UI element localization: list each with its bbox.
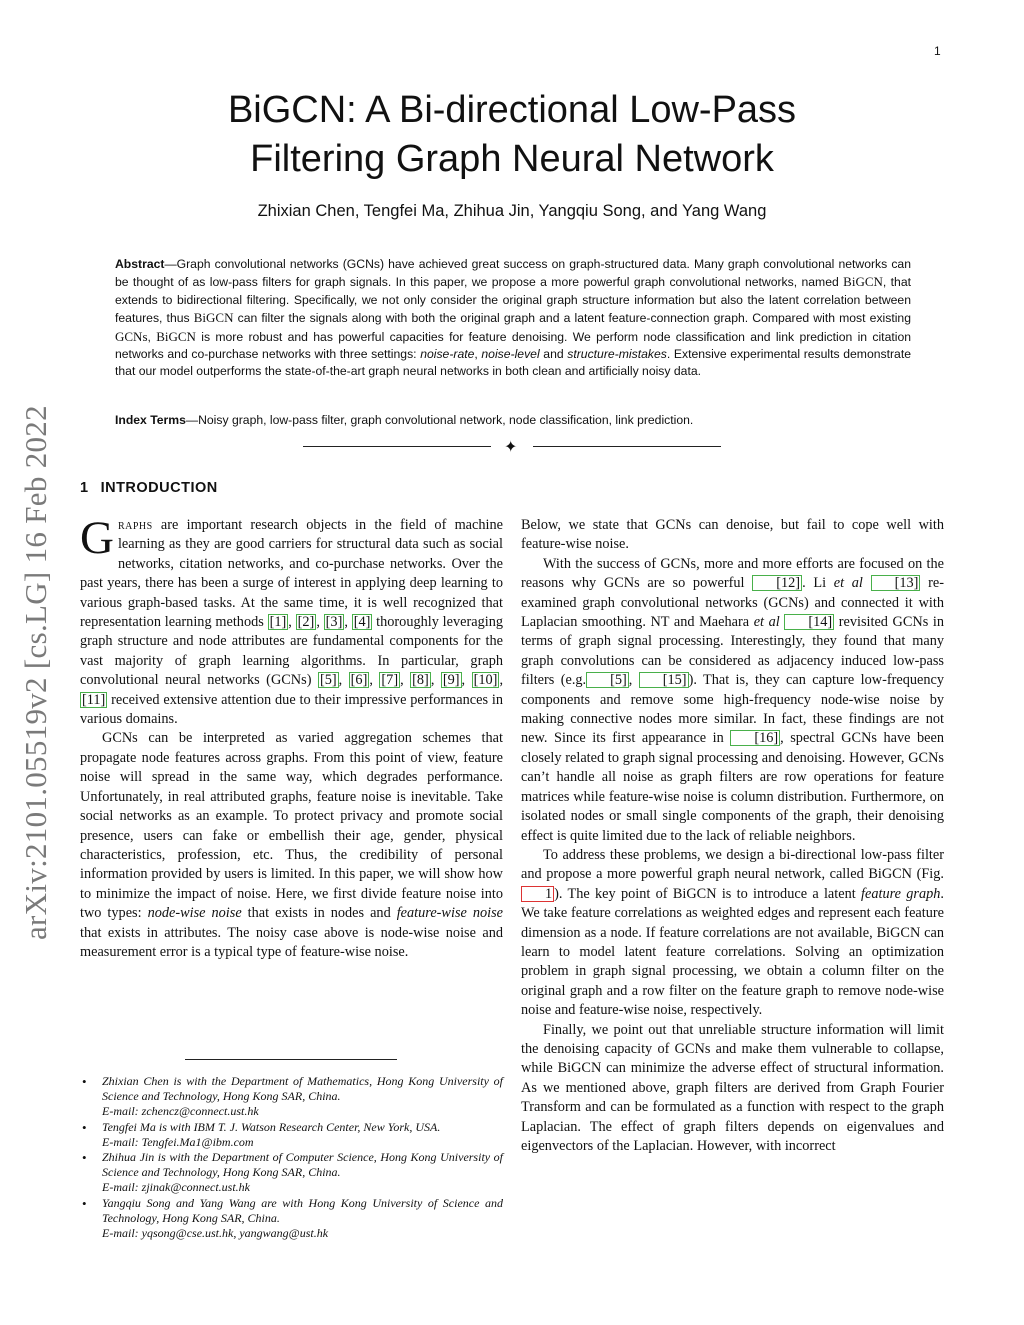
citation-link[interactable]: [13] — [871, 575, 921, 591]
footnote-text: Zhihua Jin is with the Department of Computer Science, Hong Kong University of Science and Technology, Hong Kong SAR, China. — [102, 1150, 503, 1180]
small-caps-word: raphs — [117, 517, 153, 533]
text: received extensive attention due to their impressive performances in various domains. — [80, 691, 503, 728]
citation-link[interactable]: [3] — [325, 614, 343, 631]
abstract — [115, 256, 911, 381]
footnotes — [80, 1074, 503, 1241]
author-list: Zhixian Chen, Tengfei Ma, Zhihua Jin, Yangqiu Song, and Yang Wang — [257, 202, 767, 220]
citation-link[interactable]: [15] — [639, 672, 689, 688]
citation-link[interactable]: [1] — [269, 614, 287, 631]
footnote — [80, 1150, 503, 1196]
model-name: BiGCN — [193, 310, 234, 326]
citation-link[interactable]: [10] — [473, 672, 498, 689]
setting-name: noise-level — [481, 347, 540, 362]
bullet-icon: • — [82, 1074, 87, 1089]
citation-link[interactable]: [7] — [381, 672, 399, 689]
citation-link[interactable]: [11] — [82, 691, 106, 708]
emphasis: feature-wise noise — [396, 905, 504, 922]
bullet-icon: • — [82, 1195, 87, 1211]
text: . We take feature correlations as weighted edges and represent each feature dimension as a node. If feature correlations are not available, BiGCN can learn to model latent feature correlations. Solving an optimization problem in graph signal processing, we obtain a column filter on the original graph and a row filter on the feature graph to remove node-wise noise and feature-wise noise, respectively. — [521, 885, 944, 1019]
section-number: 1 — [80, 480, 89, 496]
abstract-text: is more robust and has powerful capacities for feature denoising. We perform node classification and link prediction in citation networks and co-purchase networks with three settings: — [115, 329, 911, 362]
paragraph — [80, 729, 503, 962]
abstract-label: Abstract — [115, 257, 165, 271]
citation-link[interactable]: [9] — [442, 672, 460, 689]
index-terms-text: —Noisy graph, low-pass filter, graph convolutional network, node classification, link prediction. — [185, 413, 694, 427]
abstract-text: , that extends to bidirectional filtering. Specifically, we not only consider the original graph structure information but also the latent correlation between features, thus — [115, 275, 911, 326]
paragraph: Finally, we point out that unreliable structure information will limit the denoising capacity of GCNs and make them vulnerable to collapse, while BiGCN can minimize the adverse effect of structural information. As we mentioned above, graph filters are derived from Graph Fourier Transform and can be formulated as a function with respect to the graph Laplacian. The effect of graph filters depends on eigenvalues and eigenvectors of the Laplacian. However, with incorrect — [521, 1021, 944, 1154]
citation-link[interactable]: [5] — [319, 672, 337, 689]
text: thoroughly leveraging graph structure and node attributes are fundamental components for the vast majority of graph learning algorithms. In particular, graph convolutional neural networks (GCNs) — [80, 614, 504, 689]
text — [863, 575, 871, 591]
index-terms — [115, 412, 911, 429]
footnote — [80, 1196, 503, 1242]
text: re-examined graph convolutional networks (GCNs) and connected it with Laplacian smoothing. NT and Maehara — [521, 575, 944, 631]
citation-link[interactable]: [2] — [297, 614, 315, 631]
separator-line-right — [533, 446, 721, 447]
citation-link[interactable]: [5] — [586, 672, 629, 688]
text: that exists in nodes and — [241, 905, 397, 922]
abstract-text: . Extensive experimental results demonstrate that our model outperforms the state-of-the-art graph neural networks in both clean and artificially noisy data. — [115, 347, 911, 379]
citation-link[interactable]: [4] — [353, 614, 371, 631]
title-line-2: Filtering Graph Neural Network — [250, 138, 774, 180]
text: that exists in attributes. The noisy case above is node-wise noise and measurement error is a typical type of feature-wise noise. — [80, 924, 503, 960]
footnote — [80, 1074, 503, 1120]
footnote-email: E-mail: zjinak@connect.ust.hk — [102, 1180, 251, 1195]
left-column — [80, 512, 504, 962]
footnote-text: Tengfei Ma is with IBM T. J. Watson Research Center, New York, USA. — [102, 1119, 441, 1134]
arxiv-stamp: arXiv:2101.05519v2 [cs.LG] 16 Feb 2022 — [18, 405, 53, 940]
emphasis: feature graph — [861, 885, 941, 902]
setting-name: noise-rate — [420, 347, 475, 362]
text: To address these problems, we design a bi-directional low-pass filter and propose a more powerful graph neural network, called BiGCN (Fig. — [521, 846, 944, 883]
emphasis: et al — [833, 575, 863, 592]
paper-title — [0, 86, 1024, 184]
text: ). That is, they can capture low-frequency components and remove some high-frequency node-wise noise by making connective nodes more similar. In fact, these findings are not new. Since its first appearance in — [521, 672, 944, 747]
citation-link[interactable]: [12] — [752, 575, 802, 591]
footnote-email: E-mail: zchencz@connect.ust.hk — [102, 1104, 259, 1119]
citation-link[interactable]: [8] — [412, 672, 429, 689]
footnote-rule — [185, 1059, 397, 1060]
text: With the success of GCNs, more and more efforts are focused on the reasons why GCNs are so powerful — [521, 555, 944, 592]
text: revisited GCNs in terms of graph signal processing. Interestingly, they found that many graph convolutions can be considered as adjacency induced low-pass filters (e.g. — [521, 614, 944, 689]
footnote-text: Zhixian Chen is with the Department of Mathematics, Hong Kong University of Science and Technology, Hong Kong SAR, China. — [102, 1074, 503, 1104]
paragraph — [521, 846, 944, 1021]
paragraph — [521, 555, 944, 846]
model-name: GCNs — [115, 328, 148, 344]
footnote-email: E-mail: Tengfei.Ma1@ibm.com — [102, 1134, 254, 1149]
model-name: BiGCN — [843, 274, 883, 290]
setting-name: structure-mistakes — [567, 347, 667, 362]
section-heading — [80, 480, 218, 496]
footnote — [80, 1120, 503, 1150]
footnote-text: Yangqiu Song and Yang Wang are with Hong Kong University of Science and Technology, Hong Kong SAR, China. — [102, 1195, 503, 1225]
citation-link[interactable]: [16] — [730, 730, 780, 746]
title-line-1: BiGCN: A Bi-directional Low-Pass — [227, 89, 797, 131]
emphasis: et al — [753, 614, 780, 631]
bullet-icon: • — [82, 1150, 87, 1166]
figure-link[interactable]: 1 — [521, 886, 554, 902]
text: are important research objects in the field of machine learning as they are good carriers for structural data such as social networks, citation networks, and co-purchase networks. Over the past years, there has been a surge of interest in applying deep learning to various graph-based tasks. At the same time, it is well recognized that representation learning methods — [80, 517, 503, 631]
page-number: 1 — [934, 44, 941, 58]
abstract-text: can filter the signals along with both the original graph and a latent feature-connection graph. Compared with most existing — [233, 311, 911, 326]
citation-link[interactable]: [6] — [350, 672, 368, 689]
paragraph: Graphs are important research objects in the field of machine learning as they are good carriers for structural data such as social networks, citation networks, and co-purchase networks. Over the past years, there has been a surge of interest in applying deep learning to various graph-based tasks. At the same time, it is well recognized that representation learning methods [1] , [2] , [3] , [4] thoroughly leveraging graph structure and node attributes are fundamental components for the vast majority of graph learning algorithms. In particular, graph convolutional neural networks (GCNs) [5] , [6] , [7] , [8] , [9] , [10] , [11] received extensive attention due to their impressive performances in various domains. — [80, 512, 504, 728]
abstract-text: , — [474, 347, 482, 362]
bullet-icon: • — [82, 1119, 87, 1135]
abstract-text: , — [147, 329, 157, 344]
footnote-email: E-mail: yqsong@cse.ust.hk, yangwang@ust.hk — [102, 1226, 329, 1241]
right-column — [521, 516, 944, 1156]
text: GCNs can be interpreted as varied aggregation schemes that propagate node features across graphs. From this point of view, feature noise will spread in the same way, which degrades performance. Unfortunately, in real attributed graphs, feature noise is inevitable. Take social networks as an example. To protect privacy and promote social presence, users can fake or embellish their age, gender, physical characteristics, profession, etc. Thus, the credibility of personal information provided by users is limited. In this paper, we will show how to minimize the impact of noise. Here, we first divide feature noise into two types: — [80, 730, 503, 922]
separator-diamond-icon: ✦ — [504, 437, 518, 456]
model-name: BiGCN — [156, 328, 196, 344]
abstract-text: and — [539, 347, 568, 362]
paragraph: Below, we state that GCNs can denoise, but fail to cope well with feature-wise noise. — [521, 517, 944, 553]
separator-line-left — [303, 446, 491, 447]
emphasis: node-wise noise — [147, 905, 242, 922]
citation-link[interactable]: [14] — [784, 614, 834, 630]
drop-cap: G — [80, 512, 114, 564]
text: , — [628, 672, 639, 689]
section-title: INTRODUCTION — [100, 480, 218, 496]
index-terms-label: Index Terms — [115, 413, 186, 427]
text: ). The key point of BiGCN is to introduce a latent — [554, 885, 861, 902]
abstract-text: —Graph convolutional networks (GCNs) have achieved great success on graph-structured data. Many graph convolutional networks can be thought of as low-pass filters for graph signals. In this paper, we propose a more powerful graph convolutional networks, named — [115, 257, 911, 290]
text: , spectral GCNs have been closely related to graph signal processing and denoising. However, GCNs can’t handle all noise as graph filters are row operations for feature matrices while feature-wise noise is column distribution. Furthermore, on isolated nodes or small single components of the graph, their denoising effect is quite limited due to the lack of reliable neighbors. — [521, 730, 944, 844]
text: . Li — [802, 575, 834, 592]
